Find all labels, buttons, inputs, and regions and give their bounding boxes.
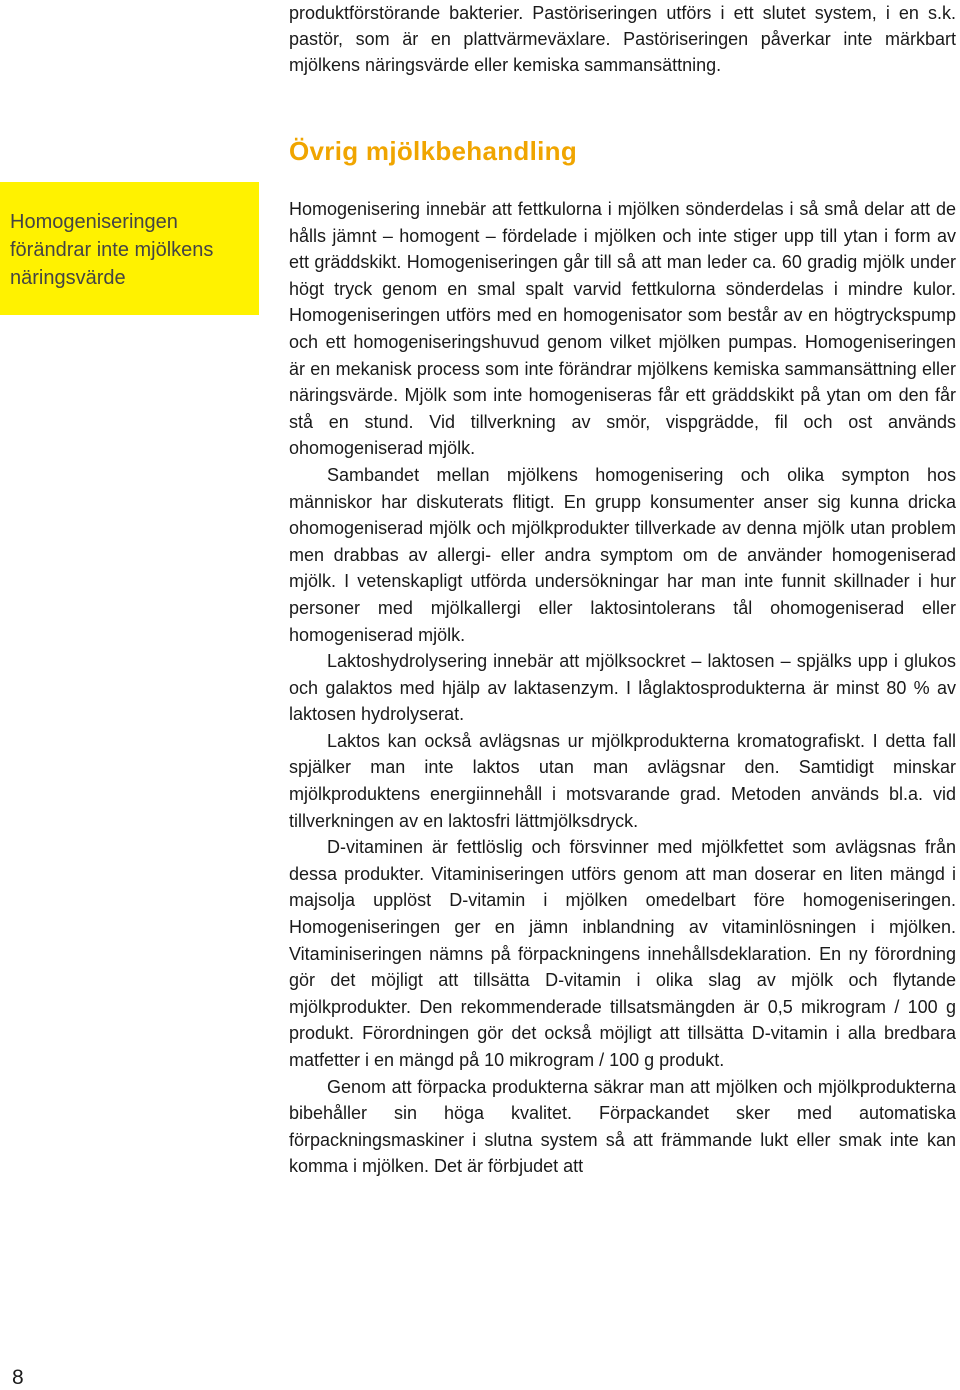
paragraph-laktos-kromatografi: Laktos kan också avlägsnas ur mjölkprodukterna kromatografiskt. I detta fall spjälker man inte laktos utan man avlägsnar den. Samtidigt minskar mjölkproduktens energiinnehåll i motsvarande grad. Metoden används bl.a. vid tillverkningen av en laktosfri lättmjölksdryck. (289, 730, 956, 831)
paragraph-forpackning: Genom att förpacka produkterna säkrar man att mjölken och mjölkprodukterna bibehåller sin höga kvalitet. Förpackandet sker med automatiska förpackningsmaskiner i slutna system så att främmande lukt eller smak inte kan komma i mjölken. Det är förbjudet att (289, 1076, 956, 1177)
sidebar-callout (0, 182, 259, 315)
paragraph-d-vitamin: D-vitaminen är fettlöslig och försvinner med mjölkfettet som avlägsnas från dessa produkter. Vitaminiseringen utförs genom att man doserar en liten mängd i majsolja upplöst D-vitamin i mjölken omedelbart före homogeniseringen. Homogeniseringen ger en jämn inblandning av vitaminlösningen i mjölken. Vitaminiseringen nämns på förpackningens innehållsdeklaration. En ny förordning gör det möjligt att tillsätta D-vitamin i olika slag av mjölk och flytande mjölkprodukter. Den rekommenderade tillsatsmängden är 0,5 mikrogram / 100 g produkt. Förordningen gör det också möjligt att tillsätta D-vitamin i alla bredbara matfetter i en mängd på 10 mikrogram / 100 g produkt. (289, 837, 956, 1070)
paragraph-homogenisering: Homogenisering innebär att fettkulorna i mjölken sönderdelas i så små delar att de hålls jämnt – homogent – fördelade i mjölken och inte stiger upp till ytan i form av ett gräddskikt. Homogeniseringen går till så att man leder ca. 60 gradig mjölk under högt tryck genom en smal spalt varvid fettkulorna sönderdelas i mindre kulor. Homogeniseringen utförs med en homogenisator som består av en högtryckspump och ett homogeniseringshuvud genom vilket mjölken pumpas. Homogeniseringen är en mekanisk process som inte förändrar mjölkens kemiska sammansättning eller näringsvärde. Mjölk som inte homogeniseras får ett gräddskikt på ytan om den får stå en stund. Vid tillverkning av smör, vispgrädde, fil och ost används ohomogeniserad mjölk. (289, 199, 956, 459)
page-number: 8 (12, 1366, 24, 1389)
intro-paragraph: produktförstörande bakterier. Pastöriseringen utförs i ett slutet system, i en s.k. pastör, som är en plattvärmeväxlare. Pastöriseringen påverkar inte märkbart mjölkens näringsvärde eller kemiska sammansättning. (289, 3, 956, 75)
paragraph-sambandet: Sambandet mellan mjölkens homogenisering och olika sympton hos människor har diskuterats flitigt. En grupp konsumenter anser sig kunna dricka ohomogeniserad mjölk och mjölkprodukter tillverkade av denna mjölk utan problem men drabbas av allergi- eller andra symptom om de använder homogeniserad mjölk. I vetenskapligt utförda undersökningar har man inte funnit skillnader i hur personer med mjölkallergi eller laktosintolerans tål ohomogeniserad eller homogeniserad mjölk. (289, 464, 956, 645)
paragraph-laktoshydrolysering: Laktoshydrolysering innebär att mjölksockret – laktosen – spjälks upp i glukos och galaktos med hjälp av laktasenzym. I låglaktosprodukterna är minst 80 % av laktosen hydrolyserat. (289, 651, 956, 725)
main-text-column (289, 196, 956, 1180)
intro-paragraph-block (289, 0, 956, 78)
sidebar-callout-text: Homogeniseringen förändrar inte mjölkens näringsvärde (10, 211, 214, 289)
section-heading: Övrig mjölkbehandling (289, 136, 577, 166)
